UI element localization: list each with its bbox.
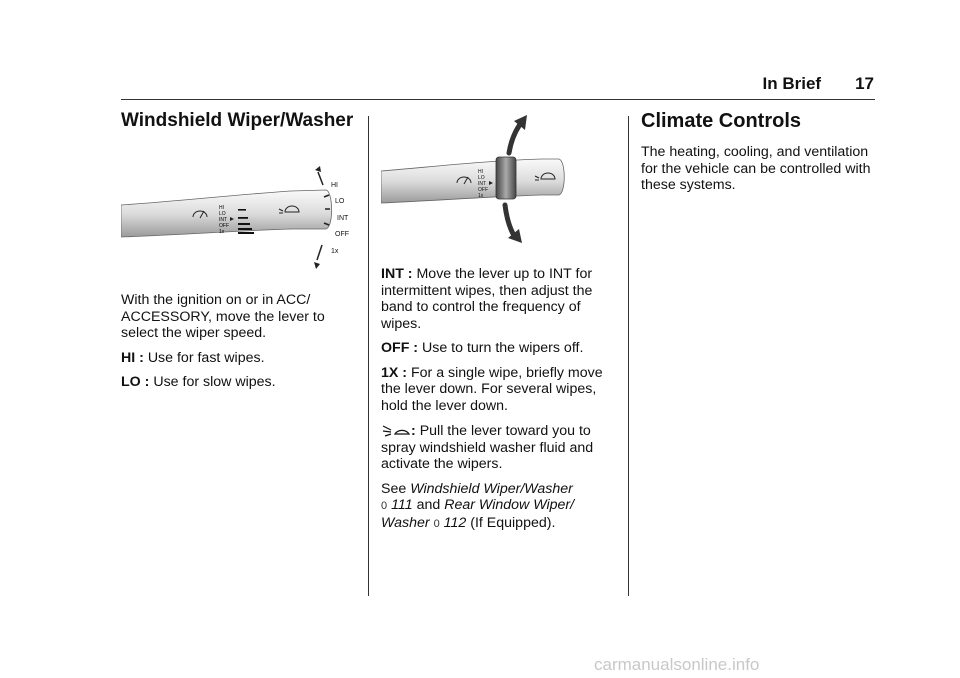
rotate-down-arrow-icon bbox=[505, 205, 522, 243]
if-equipped-text: (If Equipped). bbox=[470, 514, 556, 531]
washer-term: : bbox=[411, 423, 416, 439]
lo-term: LO : bbox=[121, 374, 150, 390]
band-label-1x: 1x bbox=[478, 193, 484, 199]
column-climate-controls bbox=[641, 110, 881, 202]
page-ref-arrow: 0 bbox=[433, 517, 440, 530]
position-label-hi: HI bbox=[331, 182, 338, 189]
section-heading: Windshield Wiper/Washer bbox=[121, 110, 354, 131]
and-word: and bbox=[416, 497, 441, 513]
onex-text: For a single wipe, briefly move the lever down. For several wipes, hold the lever down. bbox=[381, 364, 603, 414]
position-label-int: INT bbox=[337, 215, 349, 222]
position-label-1x: 1x bbox=[331, 248, 339, 255]
washer-paragraph bbox=[381, 422, 621, 473]
see-word: See bbox=[381, 480, 407, 497]
hi-paragraph bbox=[121, 350, 359, 367]
int-text: Move the lever up to INT for intermittent wipes, then adjust the band to control the frequency of wipes. bbox=[381, 266, 593, 332]
band-label-off: OFF bbox=[219, 223, 229, 229]
band-label-lo: LO bbox=[219, 211, 226, 217]
watermark: carmanualsonline.info bbox=[594, 655, 760, 674]
band-label-off: OFF bbox=[478, 187, 488, 193]
page-number: 17 bbox=[855, 74, 874, 93]
band-label-hi: HI bbox=[219, 205, 224, 211]
lo-paragraph bbox=[121, 374, 359, 391]
section-heading: Climate Controls bbox=[641, 110, 802, 132]
int-term: INT : bbox=[381, 266, 413, 282]
band-label-lo: LO bbox=[478, 175, 485, 181]
section-title: In Brief bbox=[762, 74, 822, 93]
off-term: OFF : bbox=[381, 340, 419, 356]
ref-rear-window-wiper[interactable]: Rear Window Wiper/ Washer bbox=[381, 497, 575, 531]
page-ref-arrow: 0 bbox=[381, 500, 388, 512]
washer-symbol-icon bbox=[381, 422, 411, 438]
band-label-int: INT bbox=[478, 181, 487, 187]
hi-term: HI : bbox=[121, 349, 144, 366]
column-wiper-washer bbox=[121, 110, 359, 132]
position-label-off: OFF bbox=[335, 231, 349, 238]
off-paragraph bbox=[381, 340, 621, 357]
ref-windshield-wiper[interactable]: Windshield Wiper/Washer bbox=[410, 480, 573, 497]
running-header bbox=[763, 74, 874, 94]
column-divider bbox=[368, 116, 369, 596]
column-wiper-controls bbox=[381, 266, 621, 540]
onex-term: 1X : bbox=[381, 364, 408, 381]
header-rule bbox=[121, 99, 875, 100]
see-also-paragraph bbox=[381, 481, 621, 533]
lo-text: Use for slow wipes. bbox=[153, 374, 276, 390]
band-rotation-illustration bbox=[381, 113, 566, 273]
int-paragraph bbox=[381, 266, 621, 332]
position-label-lo: LO bbox=[335, 198, 345, 205]
onex-paragraph bbox=[381, 365, 621, 415]
rotate-up-arrow-icon bbox=[509, 115, 527, 153]
band-label-1x: 1x bbox=[219, 229, 225, 235]
wiper-lever-illustration bbox=[121, 165, 359, 275]
washer-text: Pull the lever toward you to spray windshield washer fluid and activate the wipers. bbox=[381, 423, 594, 472]
column-divider bbox=[628, 116, 629, 596]
page-ref-111[interactable]: 111 bbox=[391, 497, 413, 513]
page-ref-112[interactable]: 112 bbox=[443, 514, 467, 531]
off-text: Use to turn the wipers off. bbox=[422, 340, 584, 356]
climate-paragraph: The heating, cooling, and ventilation for the vehicle can be controlled with these systems. bbox=[641, 144, 871, 193]
hi-text: Use for fast wipes. bbox=[147, 349, 265, 366]
band-label-int: INT bbox=[219, 217, 228, 223]
intro-paragraph: With the ignition on or in ACC/ ACCESSORY, move the lever to select the wiper speed. bbox=[121, 292, 325, 341]
band-label-hi: HI bbox=[478, 169, 483, 175]
wiper-speed-text bbox=[121, 292, 359, 399]
